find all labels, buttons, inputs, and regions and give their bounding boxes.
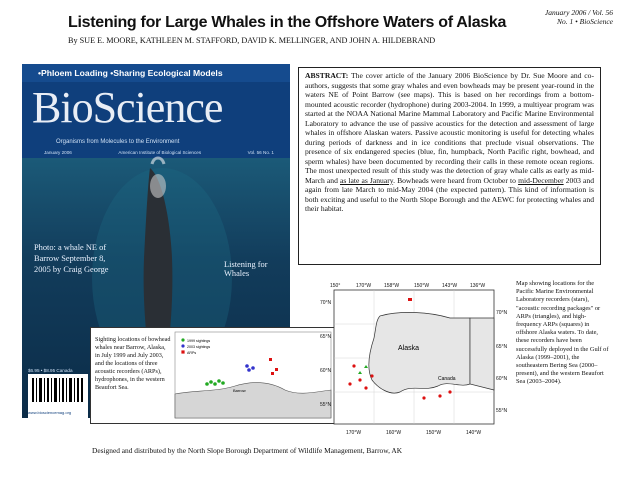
cover-issue-strip (44, 150, 274, 155)
map-lat-right-2: 60°N (496, 376, 508, 382)
map-lat-left-1: 65°N (320, 334, 332, 340)
footer-credit: Designed and distributed by the North Slope Borough Department of Wildlife Management, Barrow, AK (92, 446, 403, 455)
map-lon-bottom-3: 140°W (466, 430, 482, 436)
issue-line-2: No. 1 • BioScience (557, 17, 613, 26)
cover-topline: •Phloem Loading •Sharing Ecological Models (22, 64, 290, 82)
map-label-alaska: Alaska (398, 345, 420, 352)
inset-map-graphic (175, 332, 331, 418)
abstract-box (298, 67, 601, 265)
article-title: Listening for Large Whales in the Offshore Waters of Alaska (68, 14, 507, 31)
abstract-text-1: The cover article of the January 2006 BioScience by Dr. Sue Moore and co-authors, suggests that some gray whales and even bowheads may be present year-round in the waters NE of Point Barrow (see maps). This is based on her recordings from a bottom-mounted acoustic recorder (hydrophone) during 2003-2004. In 1999, a multiyear program was started at the NOAA National Marine Mammal Laboratory and Pacific Marine Environmental Laboratory to advance the use of passive acoustics for the detection and assessment of large whales in offshore Alaskan waters. Passive acoustic monitoring is useful for detecting whales during periods of darkness and in ice conditions that preclude visual observations. The presence of six endangered species (blue, fin, humpback, North Pacific right, bowhead, and sperm whales) have been documented by recording their calls in these remote ocean regions. The most unexpected result of this study was the detection of gray whale calls as early as mid-March and (305, 71, 594, 185)
map-lon-top-5: 136°W (470, 283, 486, 289)
alaska-map-graphic (320, 280, 506, 438)
abstract-underline-2: mid-December (518, 175, 564, 185)
barcode-icon (28, 374, 88, 408)
map-lon-top-4: 143°W (442, 283, 458, 289)
cover-url: www.biosciencemag.org (28, 410, 72, 415)
issue-line-1: January 2006 / Vol. 56 (544, 8, 613, 17)
inset-legend-3: ARPs (187, 351, 197, 355)
cover-tagline: Organisms from Molecules to the Environment (56, 139, 180, 145)
map-lat-right-0: 70°N (496, 310, 508, 316)
inset-legend-2: 2003 sightings (187, 345, 211, 349)
inset-caption: Sighting locations of bowhead whales near Barrow, Alaska, in July 1999 and July 2003, and the locations of three acoustic recorders (ARPs), hydrophones, in the western Beaufort Sea. (95, 336, 171, 391)
inset-place-barrow: Barrow (233, 388, 246, 393)
abstract-text-2: . Bowheads were heard from October to (393, 175, 519, 185)
canada-landmass (470, 318, 494, 390)
bowhead-inset (90, 327, 338, 424)
map-lat-left-2: 60°N (320, 368, 332, 374)
map-lat-left-0: 70°N (320, 300, 332, 306)
abstract-label: ABSTRACT: (305, 71, 349, 80)
cover-price: $6.95 • $8.95 Canada (28, 368, 73, 373)
map-lon-top-3: 150°W (414, 283, 430, 289)
inset-legend-1: 1999 sightings (187, 339, 211, 343)
cover-feature: Listening for Whales (224, 260, 268, 278)
map-lat-right-1: 65°N (496, 344, 508, 350)
map-caption: Map showing locations for the Pacific Marine Environmental Laboratory recorders (stars), "acoustic recording packages" or ARPs (triangles), and high-frequency ARPs (squares) in offshore Alaska waters. To date, these recorders have been successfully deployed in the Gulf of Alaska (1999–2001), the southeastern Bering Sea (2000–present), and the western Beaufort Sea (2003–2004). (516, 280, 609, 386)
issue-info (545, 8, 613, 26)
map-lon-top-1: 170°W (356, 283, 372, 289)
cover-publisher: American Institute of Biological Sciences (118, 150, 202, 155)
map-lon-bottom-2: 150°W (426, 430, 442, 436)
map-lat-left-3: 55°N (320, 402, 332, 408)
cover-masthead: BioScience (32, 83, 223, 132)
cover-date: January 2006 (44, 150, 72, 155)
abstract-text-3: 2003 and again from late March to mid-May 2004 (the expected pattern). This kind of information is both exciting and useful to the North Slope Borough and the AEWC for protecting whales and their habitat. (305, 175, 594, 213)
map-lon-bottom-1: 160°W (386, 430, 402, 436)
authors-line: By SUE E. MOORE, KATHLEEN M. STAFFORD, DAVID K. MELLINGER, AND JOHN A. HILDEBRAND (68, 36, 436, 45)
map-label-canada: Canada (438, 376, 456, 382)
alaska-map (320, 280, 506, 438)
abstract-underline-1: as late as January (340, 175, 394, 185)
cover-photo-caption: Photo: a whale NE of Barrow September 8, 2005 by Craig George (34, 243, 109, 274)
inset-map (175, 332, 331, 418)
map-lon-top-0: 150° (330, 283, 341, 289)
map-lon-top-2: 158°W (384, 283, 400, 289)
map-lon-bottom-0: 170°W (346, 430, 362, 436)
map-lat-right-3: 55°N (496, 408, 508, 414)
cover-volume: Vol. 56 No. 1 (247, 150, 274, 155)
